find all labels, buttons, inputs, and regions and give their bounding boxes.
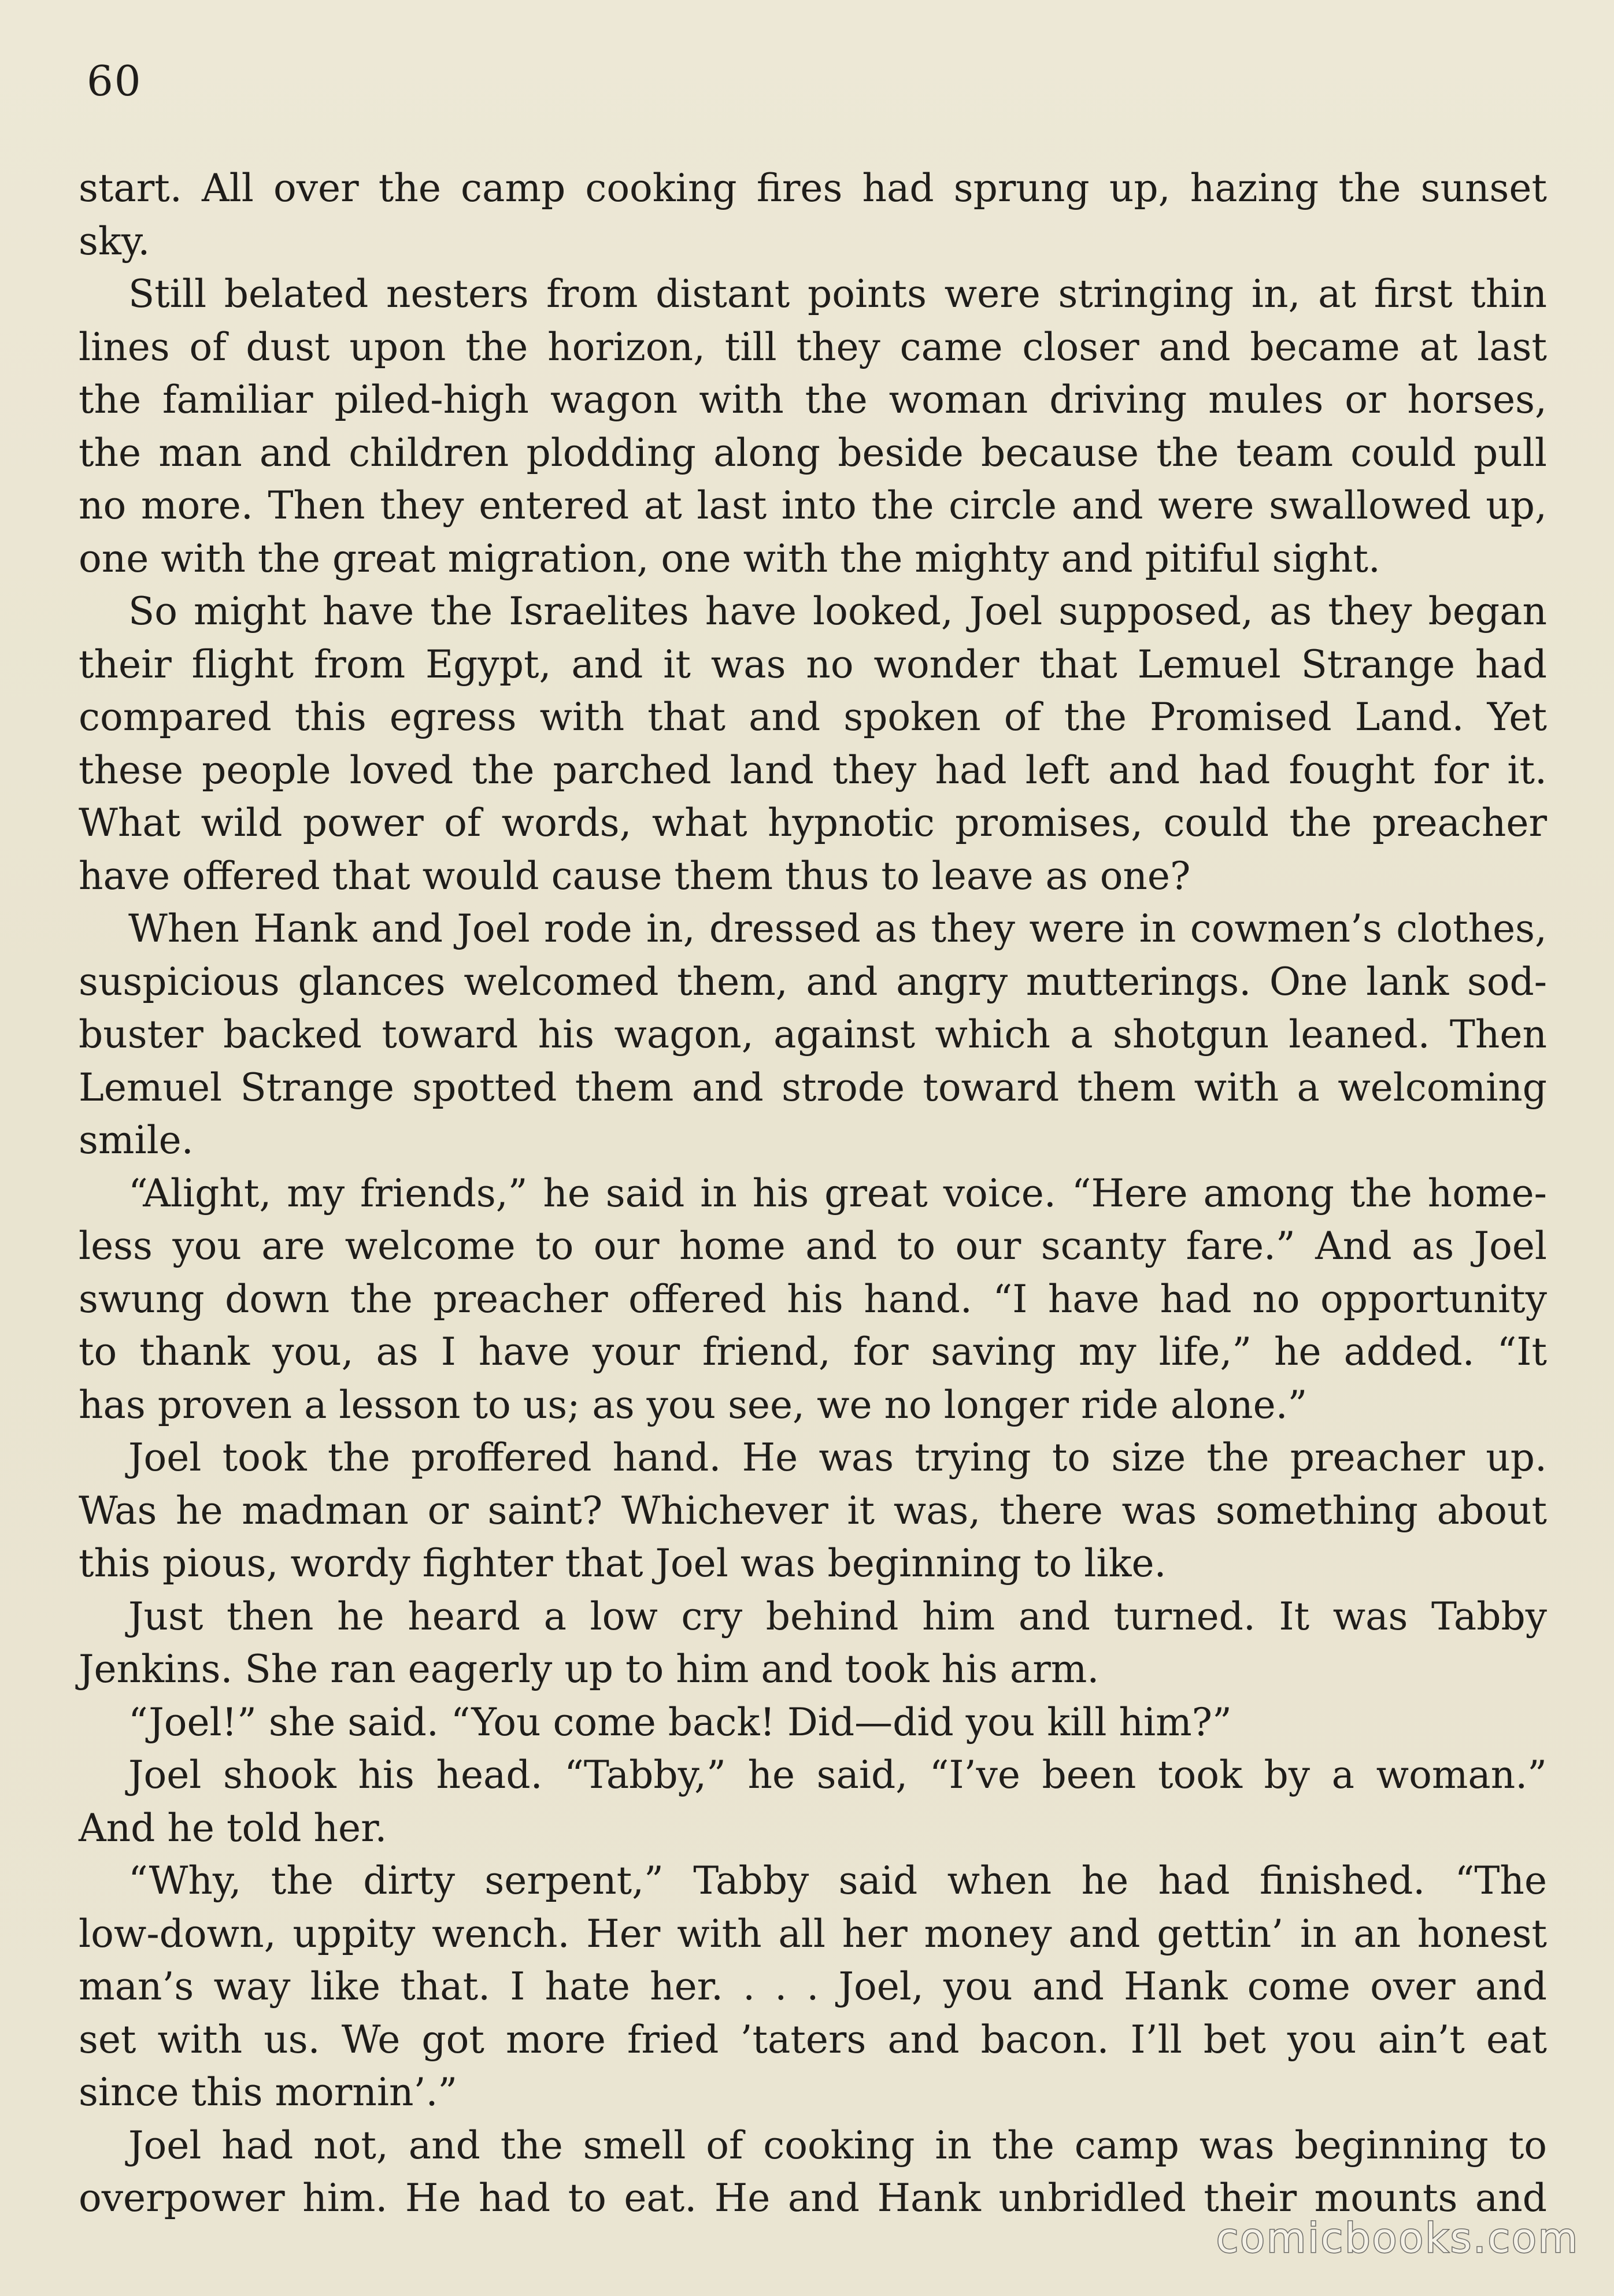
- paragraph: [79, 1854, 1547, 2119]
- paragraph: [79, 1749, 1547, 1854]
- paragraph: [79, 585, 1547, 902]
- text-line: smile.: [79, 1118, 194, 1162]
- page-number: 60: [87, 57, 142, 105]
- text-line: their flight from Egypt, and it was no wonder that Lemuel Strange had: [79, 642, 1547, 687]
- text-line: overpower him. He had to eat. He and Hank unbridled their mounts and: [79, 2176, 1547, 2220]
- text-line: Was he madman or saint? Whichever it was, there was something about: [79, 1488, 1547, 1533]
- text-line: So might have the Israelites have looked, Joel supposed, as they began: [128, 589, 1547, 634]
- text-line: the familiar piled-high wagon with the woman driving mules or horses,: [79, 377, 1547, 422]
- text-line: What wild power of words, what hypnotic promises, could the preacher: [79, 801, 1547, 845]
- paragraph: [79, 1590, 1547, 1696]
- paragraph: [79, 2119, 1547, 2225]
- paragraph: [79, 1696, 1547, 1749]
- text-line: start. All over the camp cooking fires had sprung up, hazing the sunset: [79, 166, 1547, 210]
- paragraph: [79, 268, 1547, 585]
- text-line: no more. Then they entered at last into the circle and were swallowed up,: [79, 483, 1547, 528]
- body-text: [79, 162, 1547, 2225]
- text-line: sky.: [79, 219, 150, 264]
- text-line: less you are welcome to our home and to our scanty fare.” And as Joel: [79, 1224, 1547, 1268]
- text-line: these people loved the parched land they had left and had fought for it.: [79, 747, 1547, 793]
- text-line: Joel shook his head. “Tabby,” he said, “I’ve been took by a woman.”: [128, 1753, 1547, 1797]
- text-line: Joel had not, and the smell of cooking in the camp was beginning to: [128, 2123, 1547, 2168]
- text-line: low-down, uppity wench. Her with all her money and gettin’ in an honest: [79, 1911, 1547, 1956]
- text-line: buster backed toward his wagon, against which a shotgun leaned. Then: [79, 1012, 1547, 1057]
- text-line: And he told her.: [79, 1805, 387, 1850]
- text-line: man’s way like that. I hate her. . . . Joel, you and Hank come over and: [79, 1964, 1547, 2009]
- paragraph: [79, 162, 1547, 268]
- paragraph: [79, 1167, 1547, 1432]
- text-line: lines of dust upon the horizon, till they came closer and became at last: [79, 324, 1547, 369]
- text-line: When Hank and Joel rode in, dressed as they were in cowmen’s clothes,: [128, 906, 1547, 951]
- text-line: compared this egress with that and spoken of the Promised Land. Yet: [79, 695, 1547, 739]
- text-line: Just then he heard a low cry behind him and turned. It was Tabby: [128, 1594, 1547, 1639]
- text-line: have offered that would cause them thus to leave as one?: [79, 853, 1191, 898]
- text-line: swung down the preacher offered his hand. “I have had no opportunity: [79, 1276, 1547, 1321]
- paragraph: [79, 902, 1547, 1167]
- text-line: since this mornin’.”: [79, 2070, 458, 2114]
- text-line: “Why, the dirty serpent,” Tabby said when he had finished. “The: [128, 1858, 1547, 1903]
- text-line: suspicious glances welcomed them, and angry mutterings. One lank sod-: [79, 959, 1547, 1004]
- text-line: Lemuel Strange spotted them and strode toward them with a welcoming: [79, 1065, 1547, 1110]
- text-line: “Joel!” she said. “You come back! Did—did you kill him?”: [128, 1699, 1232, 1745]
- text-line: Joel took the proffered hand. He was trying to size the preacher up.: [128, 1435, 1547, 1480]
- paragraph: [79, 1431, 1547, 1590]
- text-line: one with the great migration, one with the mighty and pitiful sight.: [79, 536, 1380, 581]
- text-line: this pious, wordy fighter that Joel was beginning to like.: [79, 1541, 1167, 1586]
- text-line: to thank you, as I have your friend, for saving my life,” he added. “It: [79, 1330, 1547, 1374]
- text-line: Jenkins. She ran eagerly up to him and took his arm.: [79, 1647, 1100, 1691]
- text-line: Still belated nesters from distant points were stringing in, at first thin: [128, 272, 1547, 316]
- text-line: “Alight, my friends,” he said in his great voice. “Here among the home-: [128, 1171, 1547, 1216]
- text-line: has proven a lesson to us; as you see, we no longer ride alone.”: [79, 1382, 1308, 1427]
- watermark-logo: comicbooks.com: [1216, 2214, 1579, 2262]
- text-line: the man and children plodding along beside because the team could pull: [79, 430, 1547, 475]
- text-line: set with us. We got more fried ’taters and bacon. I’ll bet you ain’t eat: [79, 2017, 1547, 2062]
